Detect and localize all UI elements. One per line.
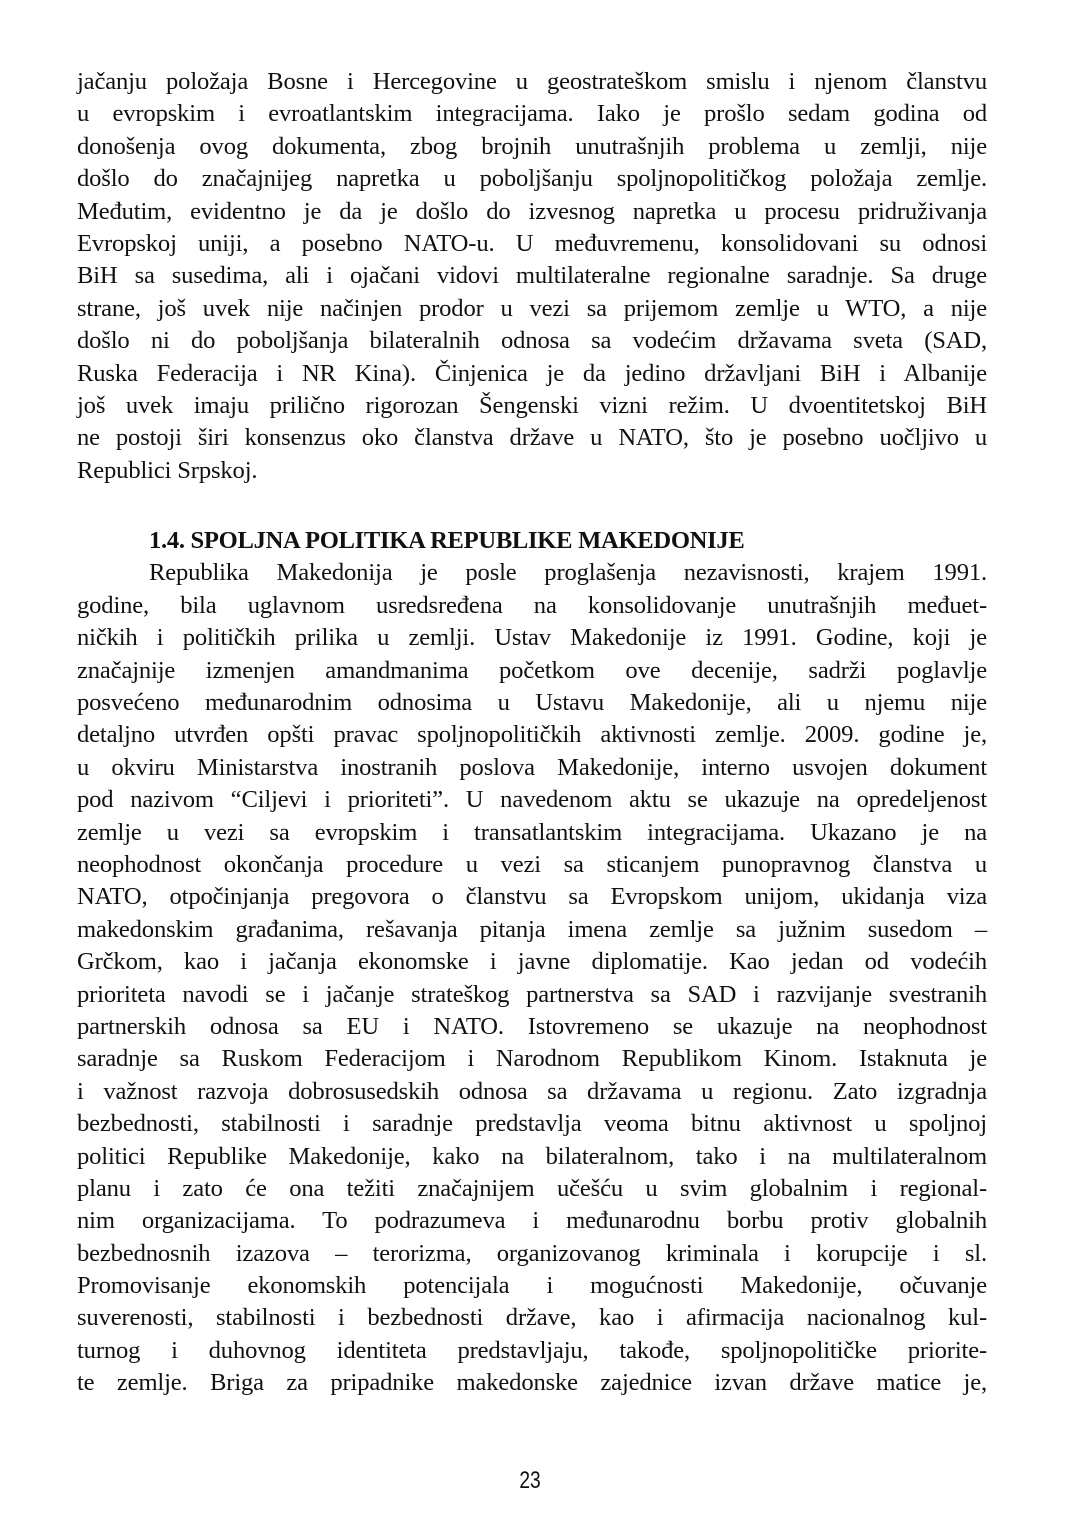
text-line: Republika Makedonija je posle proglašenja nezavisnosti, krajem 1991. xyxy=(149,559,987,587)
text-line: u evropskim i evroatlantskim integracijama. Iako je prošlo sedam godina od xyxy=(77,100,987,128)
text-line: neophodnost okončanja procedure u vezi sa sticanjem punopravnog članstva u xyxy=(77,850,987,878)
text-line: u okviru Ministarstva inostranih poslova Makedonije, interno usvojen dokument xyxy=(77,753,987,781)
text-line: planu i zato će ona težiti značajnijem učešću u svim globalnim i regional- xyxy=(77,1174,987,1202)
text-line: saradnje sa Ruskom Federacijom i Narodnom Republikom Kinom. Istaknuta je xyxy=(77,1045,987,1073)
text-line: bezbednosnih izazova – terorizma, organizovanog kriminala i korupcije i sl. xyxy=(77,1239,987,1267)
text-line: BiH sa susedima, ali i ojačani vidovi multilateralne regionalne saradnje. Sa druge xyxy=(77,262,987,290)
text-line: još uvek imaju prilično rigorozan Šengenski vizni režim. U dvoentitetskoj BiH xyxy=(77,391,987,419)
paragraph-spacer xyxy=(77,487,987,525)
paragraph-macedonia-foreign-policy xyxy=(77,557,987,1399)
text-line: došlo do značajnijeg napretka u poboljšanju spoljnopolitičkog položaja zemlje. xyxy=(77,165,987,193)
text-line: ne postoji širi konsenzus oko članstva države u NATO, što je posebno uočljivo u xyxy=(77,424,987,452)
text-line: ničkih i političkih prilika u zemlji. Ustav Makedonije iz 1991. Godine, koji je xyxy=(77,624,987,652)
text-line: Ruska Federacija i NR Kina). Činjenica je da jedino državljani BiH i Albanije xyxy=(77,359,987,387)
text-line: jačanju položaja Bosne i Hercegovine u geostrateškom smislu i njenom članstvu xyxy=(77,68,987,95)
document-page xyxy=(77,66,987,1400)
text-line: došlo ni do poboljšanja bilateralnih odnosa sa vodećim državama sveta (SAD, xyxy=(77,327,987,355)
text-line: suverenosti, stabilnosti i bezbednosti države, kao i afirmacija nacionalnog kul- xyxy=(77,1304,987,1332)
text-line: politici Republike Makedonije, kako na bilateralnom, tako i na multilateralnom xyxy=(77,1142,987,1170)
text-line: Republici Srpskoj. xyxy=(77,456,258,484)
text-line: strane, još uvek nije načinjen prodor u vezi sa prijemom zemlje u WTO, a nije xyxy=(77,294,987,322)
paragraph-bih-foreign-policy xyxy=(77,66,987,487)
text-line: donošenja ovog dokumenta, zbog brojnih unutrašnjih problema u zemlji, nije xyxy=(77,132,987,160)
text-line: detaljno utvrđen opšti pravac spoljnopolitičkih aktivnosti zemlje. 2009. godine je, xyxy=(77,721,987,749)
text-line: te zemlje. Briga za pripadnike makedonske zajednice izvan države matice je, xyxy=(77,1369,987,1397)
text-line: Evropskoj uniji, a posebno NATO-u. U međuvremenu, konsolidovani su odnosi xyxy=(77,229,987,257)
text-line: zemlje u vezi sa evropskim i transatlantskim integracijama. Ukazano je na xyxy=(77,818,987,846)
text-line: turnog i duhovnog identiteta predstavljaju, takođe, spoljnopolitičke priorite- xyxy=(77,1336,987,1364)
text-line: posvećeno međunarodnim odnosima u Ustavu Makedonije, ali u njemu nije xyxy=(77,689,987,717)
text-line: i važnost razvoja dobrosusedskih odnosa sa državama u regionu. Zato izgradnja xyxy=(77,1077,987,1105)
text-line: Međutim, evidentno je da je došlo do izvesnog napretka u procesu pridruživanja xyxy=(77,197,987,225)
text-line: partnerskih odnosa sa EU i NATO. Istovremeno se ukazuje na neophodnost xyxy=(77,1012,987,1040)
text-line: značajnije izmenjen amandmanima početkom ove decenije, sadrži poglavlje xyxy=(77,656,987,684)
text-line: pod nazivom “Ciljevi i prioriteti”. U navedenom aktu se ukazuje na opredeljenost xyxy=(77,786,987,814)
text-line: godine, bila uglavnom usredsređena na konsolidovanje unutrašnjih međuet- xyxy=(77,591,987,619)
text-line: NATO, otpočinjanja pregovora o članstvu sa Evropskom unijom, ukidanja viza xyxy=(77,883,987,911)
text-line: nim organizacijama. To podrazumeva i međunarodnu borbu protiv globalnih xyxy=(77,1207,987,1235)
text-line: Promovisanje ekonomskih potencijala i mogućnosti Makedonije, očuvanje xyxy=(77,1272,987,1300)
text-line: prioriteta navodi se i jačanje strateškog partnerstva sa SAD i razvijanje svestranih xyxy=(77,980,987,1008)
section-heading: 1.4. SPOLJNA POLITIKA REPUBLIKE MAKEDONIJE xyxy=(149,527,745,555)
page-number: 23 xyxy=(519,1467,541,1494)
text-line: Grčkom, kao i jačanja ekonomske i javne diplomatije. Kao jedan od vodećih xyxy=(77,948,987,976)
text-line: bezbednosti, stabilnosti i saradnje predstavlja veoma bitnu aktivnost u spoljnoj xyxy=(77,1110,987,1138)
text-line: makedonskim građanima, rešavanja pitanja imena zemlje sa južnim susedom – xyxy=(77,915,987,943)
